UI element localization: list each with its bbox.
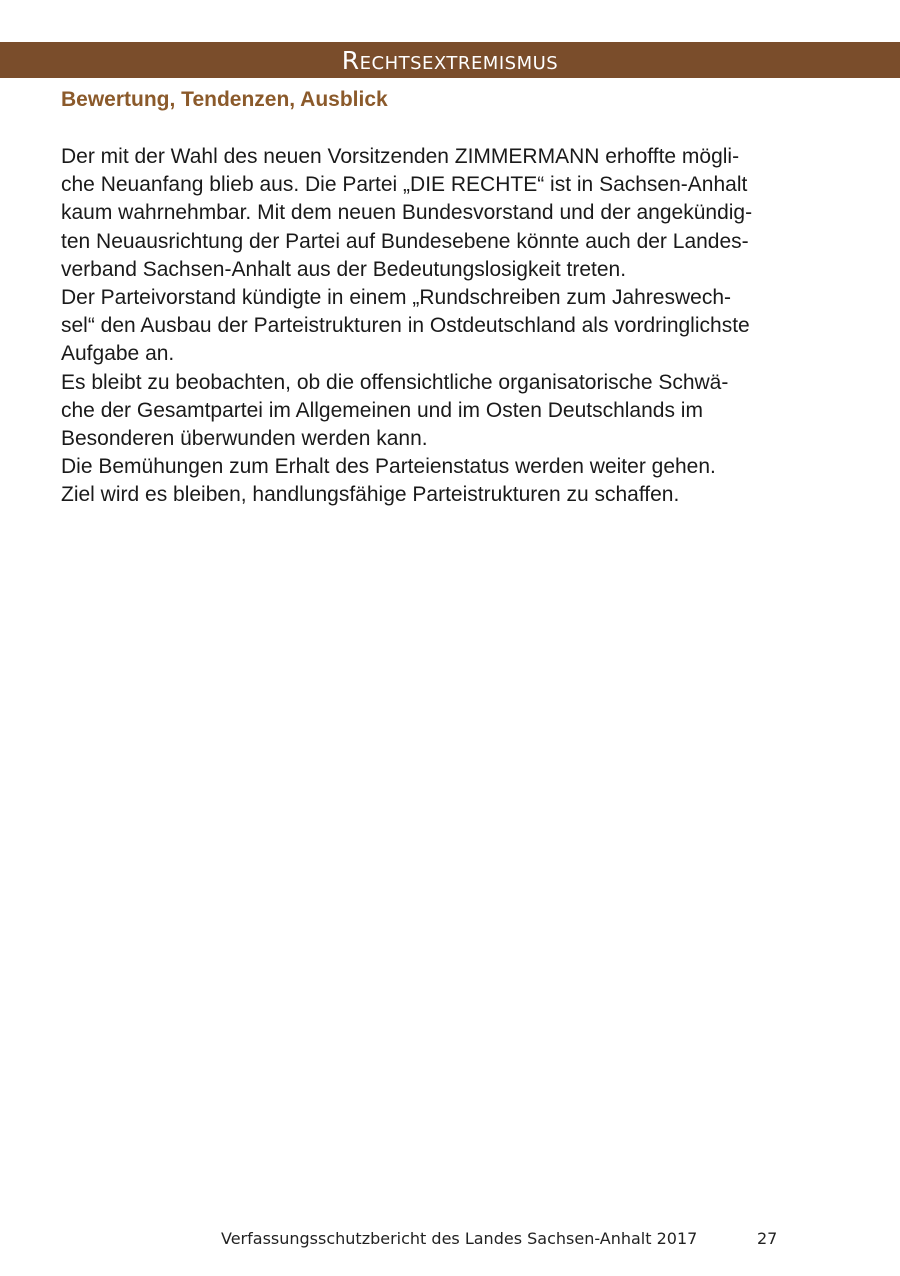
body-line: che Neuanfang blieb aus. Die Partei „DIE RECHTE“ ist in Sachsen-Anhalt: [61, 173, 748, 197]
body-line: sel“ den Ausbau der Parteistrukturen in Ostdeutschland als vordringlichste: [61, 314, 750, 338]
body-line: Ziel wird es bleiben, handlungsfähige Parteistrukturen zu schaffen.: [61, 483, 680, 507]
body-line: Es bleibt zu beobachten, ob die offensichtliche organisatorische Schwä-: [61, 370, 729, 394]
body-line: ten Neuausrichtung der Partei auf Bundesebene könnte auch der Landes-: [61, 229, 749, 253]
body-line: Der mit der Wahl des neuen Vorsitzenden ZIMMERMANN erhoffte mögli-: [61, 145, 740, 168]
body-line: kaum wahrnehmbar. Mit dem neuen Bundesvorstand und der angekündig-: [61, 201, 753, 225]
body-line: Aufgabe an.: [61, 342, 175, 366]
body-line: che der Gesamtpartei im Allgemeinen und im Osten Deutschlands im: [61, 398, 703, 422]
body-line: Die Bemühungen zum Erhalt des Parteienstatus werden weiter gehen.: [61, 455, 716, 479]
page-footer: [0, 1229, 900, 1253]
body-line: Besonderen überwunden werden kann.: [61, 427, 428, 451]
body-line: verband Sachsen-Anhalt aus der Bedeutungslosigkeit treten.: [61, 257, 627, 281]
chapter-header-band: [0, 42, 900, 78]
chapter-title: Rechtsextremismus: [341, 45, 559, 75]
footer-title: Verfassungsschutzbericht des Landes Sachsen-Anhalt 2017: [221, 1229, 698, 1248]
body-line: Der Parteivorstand kündigte in einem „Rundschreiben zum Jahreswech-: [61, 286, 731, 310]
page-number: 27: [757, 1229, 778, 1248]
body-text: [61, 143, 851, 510]
section-heading: Bewertung, Tendenzen, Ausblick: [61, 88, 388, 111]
